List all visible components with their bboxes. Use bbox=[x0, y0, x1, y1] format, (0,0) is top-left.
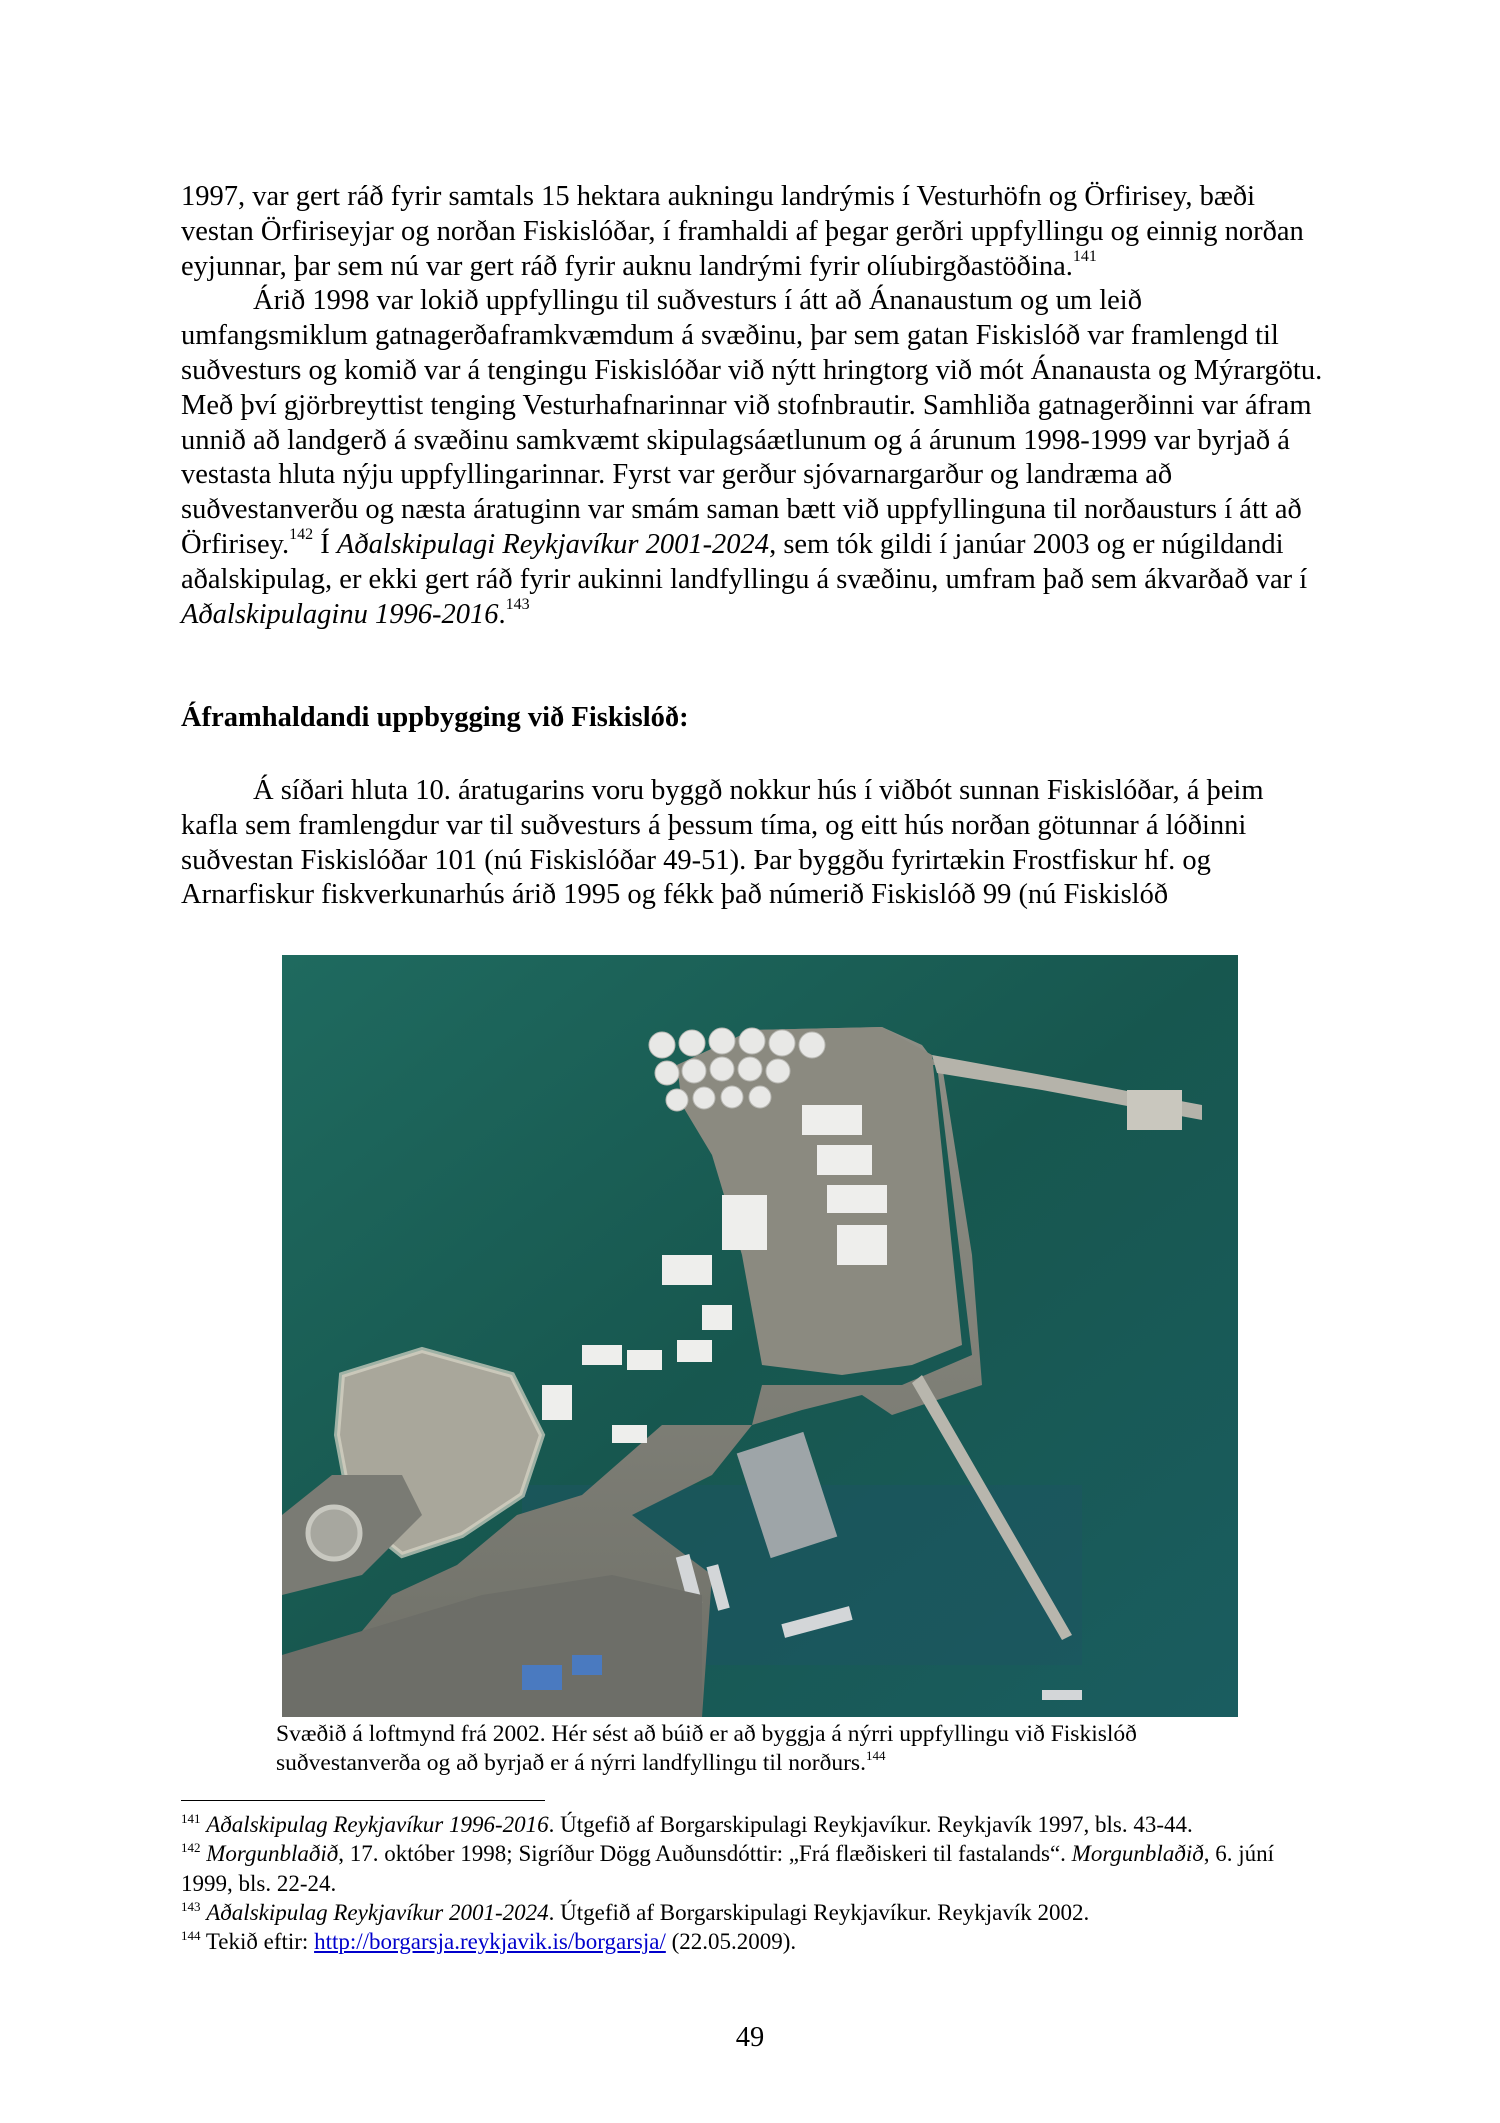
paragraph-2-italic: Aðalskipulagi Reykjavíkur 2001-2024 bbox=[336, 528, 770, 560]
figure-caption bbox=[276, 1720, 1236, 1778]
footnote-144 bbox=[181, 1927, 1326, 1956]
footnote-number: 142 bbox=[181, 1840, 201, 1856]
footnote-141 bbox=[181, 1810, 1326, 1839]
footnote-divider bbox=[181, 1800, 545, 1801]
paragraph-2 bbox=[181, 284, 1326, 632]
footnote-number: 144 bbox=[181, 1928, 201, 1944]
footnote-italic: Aðalskipulag Reykjavíkur 1996-2016 bbox=[206, 1812, 549, 1837]
footnote-number: 141 bbox=[181, 1811, 201, 1826]
footnote-ref-143: 143 bbox=[505, 595, 530, 613]
section-heading: Áframhaldandi uppbygging við Fiskislóð: bbox=[181, 702, 689, 733]
paragraph-2-text: , sem tók gildi í janúar 2003 og er núgildandi aðalskipulag, er ekki gert ráð fyrir aukinni landfyllingu á svæðinu, umfram það sem ákvarðað var í bbox=[181, 528, 1308, 595]
footnote-143 bbox=[181, 1898, 1326, 1927]
footnote-text: , 17. október 1998; Sigríður Dögg Auðunsdóttir: „Frá flæðiskeri til fastalands“. bbox=[338, 1841, 1072, 1867]
footnote-italic: Morgunblaðið bbox=[206, 1841, 339, 1867]
paragraph-1-text: 1997, var gert ráð fyrir samtals 15 hektara aukningu landrýmis í Vesturhöfn og Örfirisey, bæði vestan Örfiriseyjar og norðan Fiskislóðar, í framhaldi af þegar gerðri uppfyllingu og einnig norðan eyjunnar, þar sem nú var gert ráð fyrir auknu landrými fyrir olíubirgðastöðina. bbox=[181, 181, 1304, 282]
paragraph-3: Á síðari hluta 10. áratugarins voru byggð nokkur hús í viðbót sunnan Fiskislóðar, á þeim kafla sem framlengdur var til suðvesturs á þessum tíma, og eitt hús norðan götunnar á lóðinni suðvestan Fiskislóðar 101 (nú Fiskislóðar 49-51). Þar byggðu fyrirtækin Frostfiskur hf. og Arnarfiskur fiskverkunarhús árið 1995 og fékk það númerið Fiskislóð 99 (nú Fiskislóð bbox=[181, 775, 1264, 911]
footnote-text: , 6. júní 1999, bls. 22-24. bbox=[181, 1841, 1274, 1896]
footnotes bbox=[181, 1810, 1326, 1956]
footnote-text: Tekið eftir: bbox=[200, 1929, 315, 1955]
page-number: 49 bbox=[735, 2022, 765, 2053]
footnote-italic: Aðalskipulag Reykjavíkur 2001-2024 bbox=[206, 1899, 549, 1925]
roundabout bbox=[308, 1507, 360, 1559]
footnote-ref-142: 142 bbox=[289, 525, 314, 543]
paragraph-2-text: Í bbox=[313, 528, 337, 560]
paragraph-2-italic: Aðalskipulaginu 1996-2016 bbox=[181, 598, 499, 630]
paragraph-2-text: . bbox=[498, 598, 506, 630]
footnote-ref-141: 141 bbox=[1072, 247, 1097, 265]
body-text-2 bbox=[181, 774, 1326, 913]
body-text bbox=[181, 180, 1326, 632]
footnote-text: . Útgefið af Borgarskipulagi Reykjavíkur. Reykjavík 2002. bbox=[548, 1899, 1090, 1925]
footnote-142 bbox=[181, 1839, 1326, 1898]
footnote-italic: Morgunblaðið bbox=[1071, 1841, 1204, 1867]
paragraph-1 bbox=[181, 180, 1326, 284]
footnote-ref-144: 144 bbox=[865, 1748, 886, 1763]
footnote-text: . Útgefið af Borgarskipulagi Reykjavíkur. Reykjavík 1997, bls. 43-44. bbox=[548, 1812, 1193, 1837]
source-link[interactable]: http://borgarsja.reykjavik.is/borgarsja/ bbox=[314, 1929, 666, 1955]
aerial-photo bbox=[282, 955, 1238, 1717]
aerial-photo-graphic bbox=[282, 955, 1238, 1717]
footnote-number: 143 bbox=[181, 1898, 201, 1914]
pier-head bbox=[1127, 1090, 1182, 1130]
footnote-text: (22.05.2009). bbox=[665, 1929, 797, 1955]
caption-text: Svæðið á loftmynd frá 2002. Hér sést að búið er að byggja á nýrri uppfyllingu við Fiskislóð suðvestanverða og að byrjað er á nýrri landfyllingu til norðurs. bbox=[276, 1721, 1137, 1776]
paragraph-2-text: Árið 1998 var lokið uppfyllingu til suðvesturs í átt að Ánanaustum og um leið umfangsmiklum gatnagerðaframkvæmdum á svæðinu, þar sem gatan Fiskislóð var framlengd til suðvesturs og komið var á tengingu Fiskislóðar við nýtt hringtorg við mót Ánanausta og Mýrargötu. Með því gjörbreyttist tenging Vesturhafnarinnar við stofnbrautir. Samhliða gatnagerðinni var áfram unnið að landgerð á svæðinu samkvæmt skipulagsáætlunum og á árunum 1998-1999 var byrjað á vestasta hluta nýju uppfyllingarinnar. Fyrst var gerður sjóvarnargarður og landræma að suðvestanverðu og næsta áratuginn var smám saman bætt við uppfyllinguna til norðausturs í átt að Örfirisey. bbox=[181, 285, 1323, 560]
